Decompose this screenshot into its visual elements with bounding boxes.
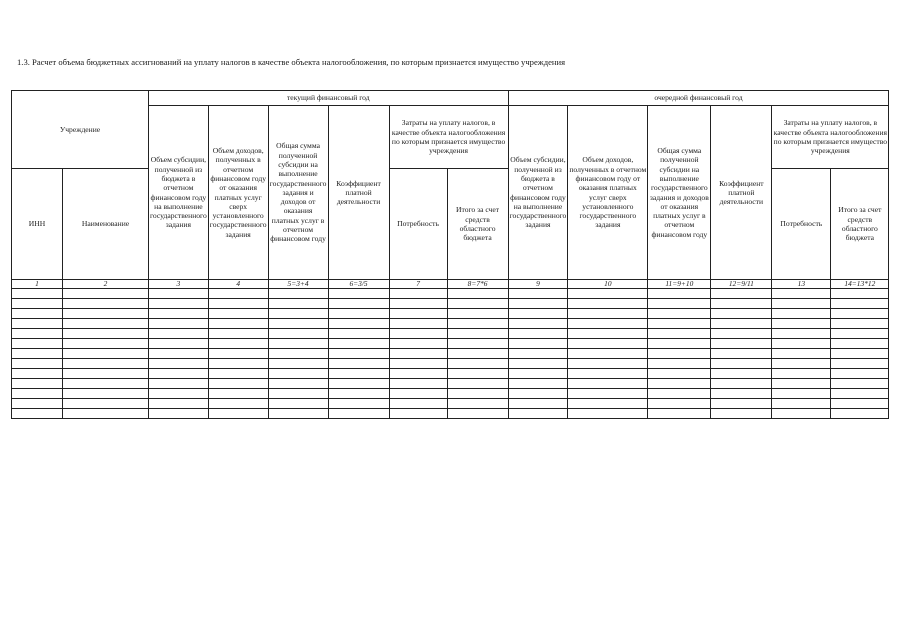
- data-rows: [12, 289, 889, 419]
- table-cell[interactable]: [63, 329, 149, 339]
- next-subsidy-header: Объем субсидии, полученной из бюджета в отчетном финансовом году на выполнение государственного задания: [508, 106, 568, 280]
- column-number: 4: [208, 280, 268, 289]
- table-cell[interactable]: [447, 349, 508, 359]
- table-row: [12, 359, 889, 369]
- next-tax-group-header: Затраты на уплату налогов, в качестве объекта налогообложения по которым признается имущество учреждения: [772, 106, 889, 169]
- table-cell[interactable]: [568, 339, 648, 349]
- table-cell[interactable]: [831, 349, 889, 359]
- table-cell[interactable]: [772, 299, 831, 309]
- table-cell[interactable]: [711, 289, 772, 299]
- table-cell[interactable]: [772, 389, 831, 399]
- table-cell[interactable]: [447, 329, 508, 339]
- table-cell[interactable]: [63, 369, 149, 379]
- table-cell[interactable]: [208, 309, 268, 319]
- table-cell[interactable]: [772, 309, 831, 319]
- table-cell[interactable]: [268, 389, 328, 399]
- table-row: [12, 399, 889, 409]
- table-cell[interactable]: [328, 399, 389, 409]
- table-cell[interactable]: [508, 399, 568, 409]
- table-cell[interactable]: [648, 309, 711, 319]
- table-cell[interactable]: [12, 299, 63, 309]
- table-cell[interactable]: [648, 399, 711, 409]
- table-cell[interactable]: [149, 409, 209, 419]
- table-cell[interactable]: [568, 389, 648, 399]
- table-row: [12, 389, 889, 399]
- table-cell[interactable]: [648, 319, 711, 329]
- assignments-table: [11, 90, 889, 419]
- table-cell[interactable]: [328, 329, 389, 339]
- table-cell[interactable]: [772, 319, 831, 329]
- table-cell[interactable]: [772, 369, 831, 379]
- table-cell[interactable]: [208, 409, 268, 419]
- table-cell[interactable]: [63, 309, 149, 319]
- table-cell[interactable]: [328, 359, 389, 369]
- table-cell[interactable]: [568, 309, 648, 319]
- table-cell[interactable]: [389, 299, 447, 309]
- table-cell[interactable]: [328, 309, 389, 319]
- table-cell[interactable]: [328, 349, 389, 359]
- table-cell[interactable]: [711, 359, 772, 369]
- table-cell[interactable]: [268, 349, 328, 359]
- table-cell[interactable]: [447, 289, 508, 299]
- table-cell[interactable]: [568, 379, 648, 389]
- table-cell[interactable]: [328, 409, 389, 419]
- table-cell[interactable]: [389, 379, 447, 389]
- table-cell[interactable]: [711, 369, 772, 379]
- table-cell[interactable]: [568, 399, 648, 409]
- column-number: 6=3/5: [328, 280, 389, 289]
- table-cell[interactable]: [772, 339, 831, 349]
- table-cell[interactable]: [63, 339, 149, 349]
- table-cell[interactable]: [208, 299, 268, 309]
- table-cell[interactable]: [648, 359, 711, 369]
- table-cell[interactable]: [208, 379, 268, 389]
- table-cell[interactable]: [831, 319, 889, 329]
- table-cell[interactable]: [208, 319, 268, 329]
- table-cell[interactable]: [648, 389, 711, 399]
- table-row: [12, 289, 889, 299]
- table-cell[interactable]: [149, 289, 209, 299]
- table-cell[interactable]: [447, 379, 508, 389]
- table-cell[interactable]: [63, 349, 149, 359]
- table-cell[interactable]: [648, 299, 711, 309]
- table-cell[interactable]: [447, 399, 508, 409]
- table-cell[interactable]: [508, 379, 568, 389]
- table-cell[interactable]: [389, 309, 447, 319]
- table-cell[interactable]: [831, 369, 889, 379]
- table-cell[interactable]: [711, 409, 772, 419]
- table-cell[interactable]: [389, 359, 447, 369]
- column-number: 13: [772, 280, 831, 289]
- table-cell[interactable]: [711, 319, 772, 329]
- current-total-budget-header: Итого за счет средств областного бюджета: [447, 169, 508, 280]
- column-number: 14=13*12: [831, 280, 889, 289]
- table-cell[interactable]: [831, 409, 889, 419]
- table-cell[interactable]: [508, 359, 568, 369]
- table-cell[interactable]: [63, 399, 149, 409]
- table-cell[interactable]: [508, 349, 568, 359]
- table-cell[interactable]: [568, 289, 648, 299]
- table-cell[interactable]: [772, 359, 831, 369]
- document-title: 1.3. Расчет объема бюджетных ассигнований на уплату налогов в качестве объекта налогообложения, по которым признается имущество учреждения: [17, 57, 566, 67]
- table-cell[interactable]: [12, 319, 63, 329]
- table-cell[interactable]: [12, 329, 63, 339]
- table-cell[interactable]: [268, 409, 328, 419]
- table-cell[interactable]: [149, 359, 209, 369]
- table-cell[interactable]: [447, 409, 508, 419]
- table-cell[interactable]: [268, 299, 328, 309]
- table-cell[interactable]: [772, 329, 831, 339]
- table-cell[interactable]: [149, 329, 209, 339]
- table-cell[interactable]: [268, 319, 328, 329]
- column-number: 12=9/11: [711, 280, 772, 289]
- table-cell[interactable]: [447, 369, 508, 379]
- table-cell[interactable]: [63, 379, 149, 389]
- next-coef-header: Коэффициент платной деятельности: [711, 106, 772, 280]
- column-number: 5=3+4: [268, 280, 328, 289]
- table-cell[interactable]: [389, 339, 447, 349]
- table-cell[interactable]: [711, 299, 772, 309]
- table-cell[interactable]: [389, 399, 447, 409]
- table-cell[interactable]: [508, 289, 568, 299]
- table-cell[interactable]: [268, 309, 328, 319]
- inn-header: ИНН: [12, 169, 63, 280]
- table-cell[interactable]: [328, 289, 389, 299]
- table-cell[interactable]: [149, 339, 209, 349]
- table-cell[interactable]: [12, 369, 63, 379]
- table-cell[interactable]: [389, 409, 447, 419]
- current-tax-group-header: Затраты на уплату налогов, в качестве объекта налогообложения по которым признается имущество учреждения: [389, 106, 508, 169]
- table-cell[interactable]: [208, 289, 268, 299]
- table-cell[interactable]: [328, 339, 389, 349]
- table-cell[interactable]: [63, 409, 149, 419]
- table-cell[interactable]: [831, 309, 889, 319]
- table-cell[interactable]: [831, 339, 889, 349]
- table-cell[interactable]: [389, 389, 447, 399]
- name-header: Наименование: [63, 169, 149, 280]
- table-cell[interactable]: [328, 379, 389, 389]
- table-cell[interactable]: [268, 379, 328, 389]
- table-cell[interactable]: [268, 359, 328, 369]
- table-cell[interactable]: [772, 379, 831, 389]
- table-cell[interactable]: [389, 319, 447, 329]
- table-cell[interactable]: [447, 359, 508, 369]
- column-number: 3: [149, 280, 209, 289]
- table-cell[interactable]: [149, 369, 209, 379]
- table-cell[interactable]: [268, 369, 328, 379]
- table-cell[interactable]: [711, 329, 772, 339]
- current-total-header: Общая сумма полученной субсидии на выполнение государственного задания и доходов от оказания платных услуг в отчетном финансовом году: [268, 106, 328, 280]
- current-need-header: Потребность: [389, 169, 447, 280]
- table-cell[interactable]: [568, 319, 648, 329]
- table-cell[interactable]: [711, 349, 772, 359]
- table-cell[interactable]: [648, 339, 711, 349]
- table-cell[interactable]: [772, 349, 831, 359]
- table-cell[interactable]: [63, 289, 149, 299]
- table-cell[interactable]: [648, 349, 711, 359]
- current-income-header: Объем доходов, полученных в отчетном финансовом году от оказания платных услуг сверх установленного государственного задания: [208, 106, 268, 280]
- table-cell[interactable]: [447, 339, 508, 349]
- table-cell[interactable]: [63, 389, 149, 399]
- current-coef-header: Коэффициент платной деятельности: [328, 106, 389, 280]
- table-row: [12, 309, 889, 319]
- table-cell[interactable]: [447, 319, 508, 329]
- table-row: [12, 379, 889, 389]
- table-cell[interactable]: [568, 299, 648, 309]
- table-cell[interactable]: [772, 399, 831, 409]
- table-cell[interactable]: [568, 369, 648, 379]
- table-cell[interactable]: [12, 309, 63, 319]
- institution-header: Учреждение: [12, 91, 149, 169]
- table-cell[interactable]: [149, 349, 209, 359]
- table-cell[interactable]: [328, 389, 389, 399]
- table-cell[interactable]: [389, 329, 447, 339]
- table-cell[interactable]: [508, 339, 568, 349]
- table-row: [12, 349, 889, 359]
- table-cell[interactable]: [508, 299, 568, 309]
- table-cell[interactable]: [831, 289, 889, 299]
- table-cell[interactable]: [447, 309, 508, 319]
- column-number: 2: [63, 280, 149, 289]
- next-total-budget-header: Итого за счет средств областного бюджета: [831, 169, 889, 280]
- column-number: 7: [389, 280, 447, 289]
- current-subsidy-header: Объем субсидии, полученной из бюджета в отчетном финансовом году на выполнение государственного задания: [149, 106, 209, 280]
- table-cell[interactable]: [508, 369, 568, 379]
- table-cell[interactable]: [831, 359, 889, 369]
- table-cell[interactable]: [831, 379, 889, 389]
- next-total-header: Общая сумма полученной субсидии на выполнение государственного задания и доходов от оказания платных услуг в отчетном финансовом году: [648, 106, 711, 280]
- table-cell[interactable]: [12, 389, 63, 399]
- table-cell[interactable]: [12, 359, 63, 369]
- next-income-header: Объем доходов, полученных в отчетном финансовом году от оказания платных услуг сверх установленного государственного задания: [568, 106, 648, 280]
- column-number: 1: [12, 280, 63, 289]
- column-numbers-row: [12, 280, 889, 289]
- table-cell[interactable]: [508, 329, 568, 339]
- table-cell[interactable]: [568, 359, 648, 369]
- table-cell[interactable]: [648, 369, 711, 379]
- table-cell[interactable]: [711, 379, 772, 389]
- table-cell[interactable]: [149, 399, 209, 409]
- table-cell[interactable]: [63, 319, 149, 329]
- table-cell[interactable]: [389, 289, 447, 299]
- table-cell[interactable]: [268, 339, 328, 349]
- table-cell[interactable]: [508, 389, 568, 399]
- table-cell[interactable]: [389, 349, 447, 359]
- table-cell[interactable]: [568, 349, 648, 359]
- table-cell[interactable]: [12, 289, 63, 299]
- table-cell[interactable]: [711, 309, 772, 319]
- table-cell[interactable]: [831, 389, 889, 399]
- table-cell[interactable]: [149, 299, 209, 309]
- table-cell[interactable]: [63, 359, 149, 369]
- table-cell[interactable]: [831, 399, 889, 409]
- table-row: [12, 369, 889, 379]
- table-row: [12, 299, 889, 309]
- table-cell[interactable]: [208, 339, 268, 349]
- table-cell[interactable]: [63, 299, 149, 309]
- table-row: [12, 319, 889, 329]
- table-row: [12, 409, 889, 419]
- table-row: [12, 339, 889, 349]
- column-number: 8=7*6: [447, 280, 508, 289]
- table-cell[interactable]: [12, 349, 63, 359]
- table-cell[interactable]: [648, 379, 711, 389]
- table-cell[interactable]: [149, 379, 209, 389]
- table-cell[interactable]: [648, 409, 711, 419]
- table-cell[interactable]: [12, 379, 63, 389]
- table-cell[interactable]: [568, 409, 648, 419]
- table-row: [12, 329, 889, 339]
- table-cell[interactable]: [508, 309, 568, 319]
- table-cell[interactable]: [568, 329, 648, 339]
- table-cell[interactable]: [268, 289, 328, 299]
- table-cell[interactable]: [447, 299, 508, 309]
- table-cell[interactable]: [208, 369, 268, 379]
- table-cell[interactable]: [208, 359, 268, 369]
- table-cell[interactable]: [268, 329, 328, 339]
- current-year-header: текущий финансовый год: [149, 91, 509, 106]
- table-cell[interactable]: [648, 289, 711, 299]
- table-cell[interactable]: [648, 329, 711, 339]
- table-cell[interactable]: [711, 389, 772, 399]
- table-cell[interactable]: [208, 399, 268, 409]
- table-cell[interactable]: [772, 409, 831, 419]
- table-cell[interactable]: [268, 399, 328, 409]
- table-cell[interactable]: [208, 329, 268, 339]
- table-cell[interactable]: [208, 389, 268, 399]
- table-cell[interactable]: [12, 409, 63, 419]
- next-year-header: очередной финансовый год: [508, 91, 889, 106]
- table-cell[interactable]: [831, 299, 889, 309]
- table-cell[interactable]: [831, 329, 889, 339]
- table-cell[interactable]: [772, 289, 831, 299]
- table-cell[interactable]: [447, 389, 508, 399]
- table-cell[interactable]: [711, 399, 772, 409]
- table-cell[interactable]: [508, 409, 568, 419]
- table-cell[interactable]: [328, 299, 389, 309]
- table-cell[interactable]: [389, 369, 447, 379]
- column-number: 10: [568, 280, 648, 289]
- table-cell[interactable]: [149, 389, 209, 399]
- table-cell[interactable]: [711, 339, 772, 349]
- table-cell[interactable]: [12, 339, 63, 349]
- table-cell[interactable]: [508, 319, 568, 329]
- table-cell[interactable]: [149, 319, 209, 329]
- table-cell[interactable]: [208, 349, 268, 359]
- column-number: 11=9+10: [648, 280, 711, 289]
- table-cell[interactable]: [12, 399, 63, 409]
- table-cell[interactable]: [328, 319, 389, 329]
- column-number: 9: [508, 280, 568, 289]
- table-cell[interactable]: [149, 309, 209, 319]
- table-cell[interactable]: [328, 369, 389, 379]
- next-need-header: Потребность: [772, 169, 831, 280]
